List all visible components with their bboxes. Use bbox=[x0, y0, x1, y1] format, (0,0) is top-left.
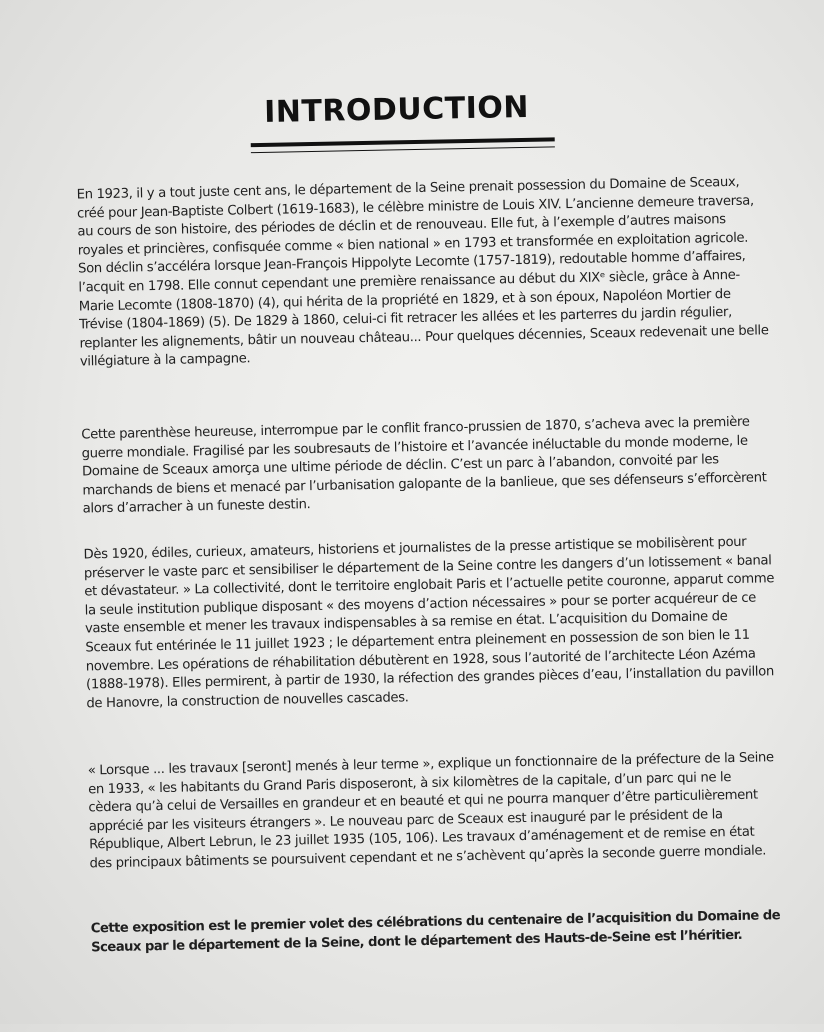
paragraph-decline: Cette parenthèse heureuse, interrompue par le conflit franco-prussien de 1870, s’acheva avec la première guerre mondiale. Fragilisé par les soubresauts de l’histoire et l’avancée inéluctable du monde moderne, le Domaine de Sceaux amorça une ultime période de déclin. C’est un parc à l’abandon, convoité par les marchands de biens et menacé par l’urbanisation galopante de la banlieue, que ses défenseurs s’efforcèrent alors d’arracher à un funeste destin. bbox=[81, 414, 767, 517]
paragraph-acquisition: Dès 1920, édiles, curieux, amateurs, historiens et journalistes de la presse artistique se mobilisèrent pour préserver le vaste parc et sensibiliser le département de la Seine contre les dangers d’un lotissement « banal et dévastateur. » La collectivité, dont le territoire englobait Paris et l’actuelle petite couronne, apparut comme la seule institution publique disposant « des moyens d’action nécessaires » pour se porter acquéreur de ce vaste ensemble et mener les travaux indispensables à sa remise en état. L’acquisition du Domaine de Sceaux fut entérinée le 11 juillet 1923 ; le département entra pleinement en possession de son bien le 11 novembre. Les opérations de réhabilitation débutèrent en 1928, sous l’autorité de l’architecte Léon Azéma (1888-1978). Elles permirent, à partir de 1930, la réfection des grandes pièces d’eau, l’installation du pavillon de Hanovre, la construction de nouvelles cascades. bbox=[83, 534, 775, 712]
paragraph-exhibition: Cette exposition est le premier volet des célébrations du centenaire de l’acquisition du Domaine de Sceaux par le département de la Seine, dont le département des Hauts-de-Seine est l’héritier. bbox=[90, 908, 781, 955]
page-title: INTRODUCTION bbox=[263, 89, 530, 130]
paragraph-quote: « Lorsque ... les travaux [seront] menés à leur terme », explique un fonctionnaire de la préfecture de la Seine en 1933, « les habitants du Grand Paris disposeront, à six kilomètres de la capitale, d’un parc qui ne le cèdera qu’à celui de Versailles en grandeur et en beauté et qui ne pourra manquer d’être particulièrement apprécié par les visiteurs étrangers ». Le nouveau parc de Sceaux est inauguré par le président de la République, Albert Lebrun, le 23 juillet 1935 (105, 106). Les travaux d’aménagement et de remise en état des principaux bâtiments se poursuivent cependant et ne s’achèvent qu’après la seconde guerre mondiale. bbox=[87, 750, 774, 872]
title-underline-thick bbox=[251, 137, 555, 147]
title-underline-thin bbox=[251, 146, 555, 153]
paragraph-history: En 1923, il y a tout juste cent ans, le département de la Seine prenait possession du Domaine de Sceaux, créé pour Jean-Baptiste Colbert (1619-1683), le célèbre ministre de Louis XIV. L’ancienne demeure traversa, au cours de son histoire, des périodes de déclin et de renouveau. Elle fut, à l’exemple d’autres maisons royales et princières, confisquée comme « bien national » en 1793 et transformée en exploitation agricole. Son déclin s’accéléra lorsque Jean-François Hippolyte Lecomte (1757-1819), redoutable homme d’affaires, l’acquit en 1798. Elle connut cependant une première renaissance au début du XIXᵉ siècle, grâce à Anne-Marie Lecomte (1808-1870) (4), qui hérita de la propriété en 1829, et à son époux, Napoléon Mortier de Trévise (1804-1869) (5). De 1829 à 1860, celui-ci fit retracer les allées et les parterres du jardin régulier, replanter les alignements, bâtir un nouveau château... Pour quelques décennies, Sceaux redevenait une belle villégiature à la campagne. bbox=[76, 174, 769, 370]
